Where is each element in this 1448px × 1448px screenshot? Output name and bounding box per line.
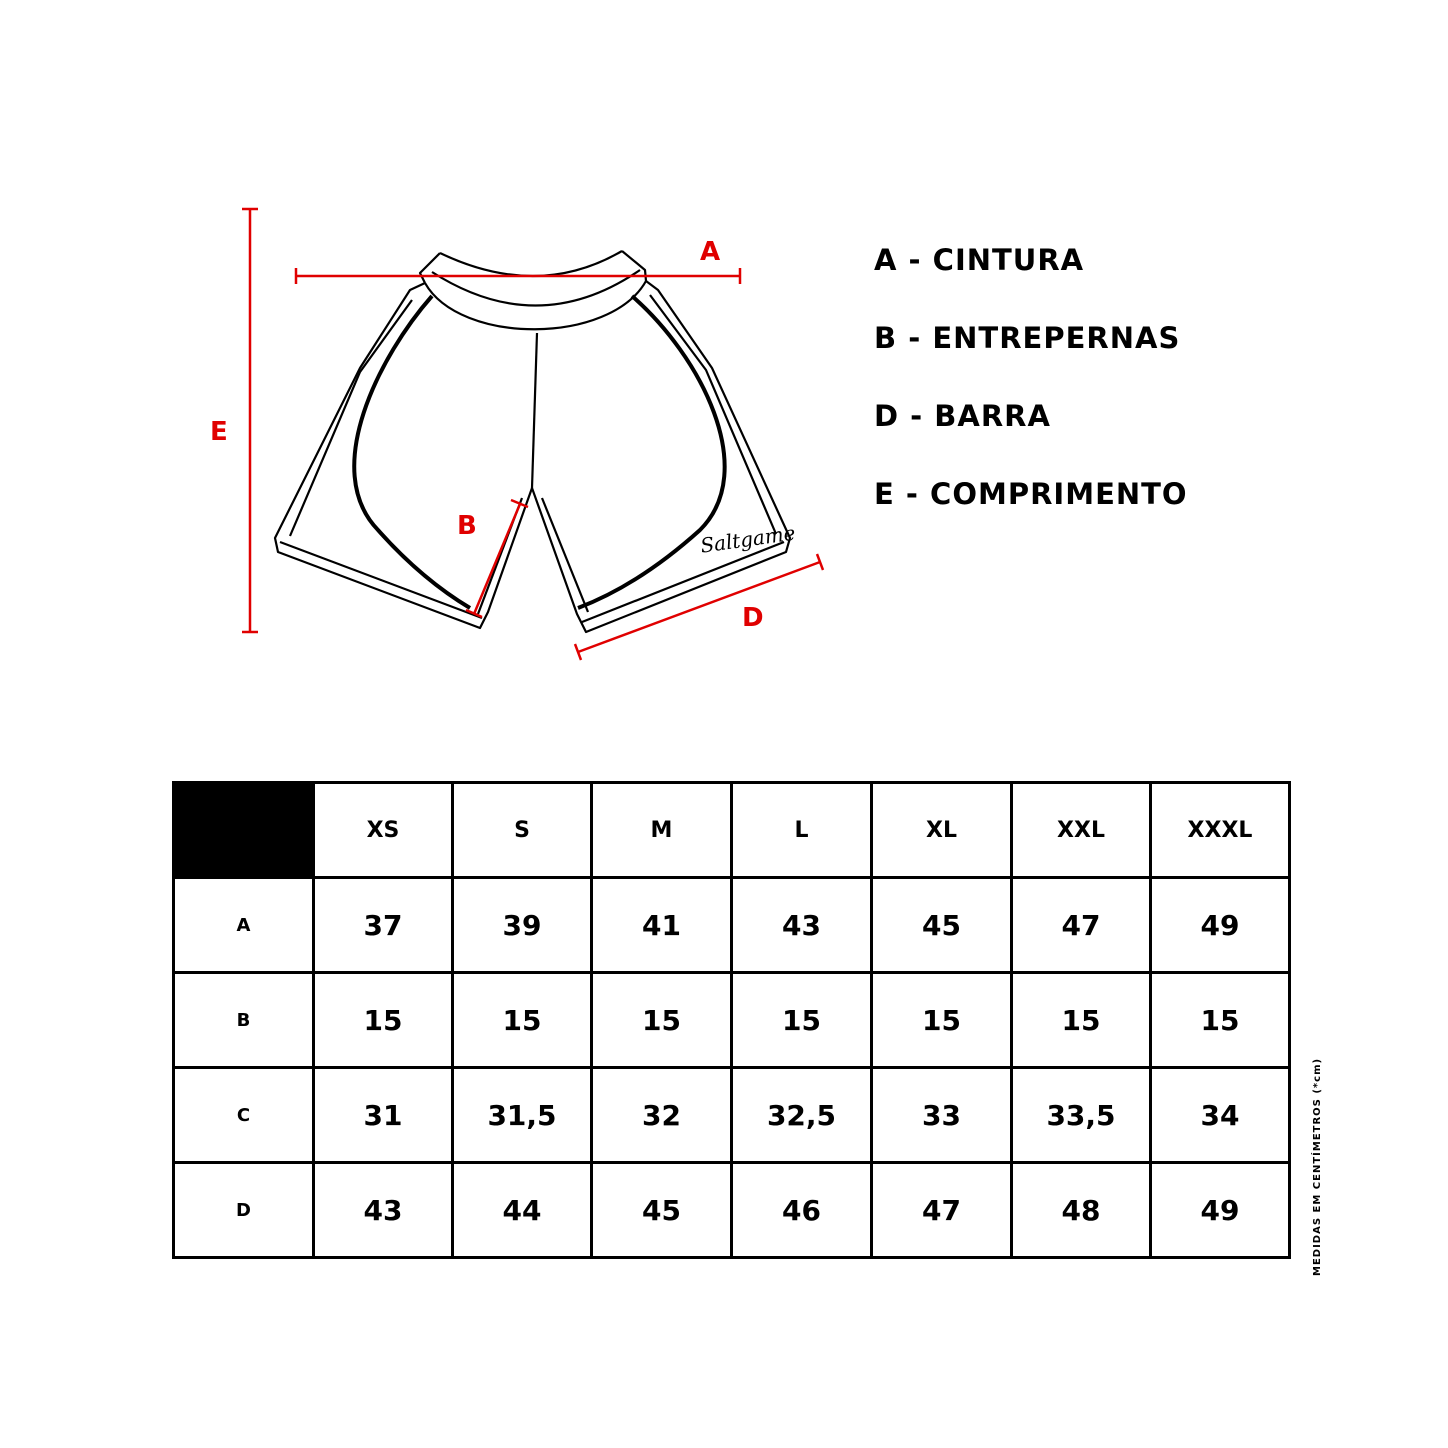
shorts-right-inner-hem [542, 498, 588, 612]
table-cell: 33,5 [1012, 1068, 1151, 1163]
size-header-xl: XL [872, 783, 1012, 878]
legend-item-e: E - COMPRIMENTO [874, 477, 1188, 511]
shorts-illustration [275, 251, 790, 632]
table-cell: 15 [872, 973, 1012, 1068]
measure-label-d: D [742, 603, 764, 633]
table-cell: 39 [453, 878, 592, 973]
size-header-s: S [453, 783, 592, 878]
table-cell: 46 [732, 1163, 872, 1258]
size-header-xxxl: XXXL [1151, 783, 1290, 878]
table-cell: 45 [872, 878, 1012, 973]
table-cell: 47 [1012, 878, 1151, 973]
table-cell: 43 [732, 878, 872, 973]
table-row-d [174, 1163, 1290, 1258]
measure-label-e: E [210, 417, 228, 447]
shorts-waistband-top [440, 251, 622, 276]
table-cell: 47 [872, 1163, 1012, 1258]
table-cell: 45 [592, 1163, 732, 1258]
table-cell: 15 [732, 973, 872, 1068]
measure-label-a: A [700, 237, 721, 267]
legend-item-d: D - BARRA [874, 399, 1051, 433]
table-cell: 31 [314, 1068, 453, 1163]
table-cell: 49 [1151, 878, 1290, 973]
table-cell: 15 [1151, 973, 1290, 1068]
size-header-l: L [732, 783, 872, 878]
table-corner-cell [174, 783, 314, 878]
table-cell: 37 [314, 878, 453, 973]
brand-logo: Saltgame [698, 520, 797, 558]
size-header-xs: XS [314, 783, 453, 878]
shorts-center-seam [532, 333, 537, 488]
table-cell: 31,5 [453, 1068, 592, 1163]
measure-line-b [474, 504, 520, 614]
table-cell: 32 [592, 1068, 732, 1163]
row-label: B [174, 973, 314, 1068]
table-cell: 44 [453, 1163, 592, 1258]
shorts-left-side-stripe [290, 300, 412, 536]
size-header-xxl: XXL [1012, 783, 1151, 878]
table-row-a [174, 878, 1290, 973]
shorts-waistband-left-end [420, 253, 440, 283]
size-chart-table [172, 781, 1291, 1259]
shorts-left-hem-line [280, 542, 482, 618]
table-cell: 33 [872, 1068, 1012, 1163]
measurement-lines [242, 209, 823, 660]
table-cell: 15 [592, 973, 732, 1068]
shorts-left-panel-curve [354, 296, 470, 608]
units-footnote: MEDIDAS EM CENTÍMETROS (*cm) [1312, 1057, 1323, 1276]
table-row-b [174, 973, 1290, 1068]
table-cell: 15 [453, 973, 592, 1068]
table-row-c [174, 1068, 1290, 1163]
table-cell: 43 [314, 1163, 453, 1258]
row-label: A [174, 878, 314, 973]
legend-item-b: B - ENTREPERNAS [874, 321, 1181, 355]
table-cell: 48 [1012, 1163, 1151, 1258]
shorts-right-leg-outline [532, 281, 790, 632]
measurement-legend [874, 236, 1188, 548]
table-cell: 34 [1151, 1068, 1290, 1163]
legend-item-a: A - CINTURA [874, 243, 1085, 277]
table-cell: 15 [314, 973, 453, 1068]
shorts-right-panel-curve [578, 296, 725, 608]
size-header-row [174, 783, 1290, 878]
shorts-measurement-diagram [0, 0, 1448, 720]
table-cell: 15 [1012, 973, 1151, 1068]
size-header-m: M [592, 783, 732, 878]
table-cell: 49 [1151, 1163, 1290, 1258]
row-label: C [174, 1068, 314, 1163]
row-label: D [174, 1163, 314, 1258]
table-cell: 32,5 [732, 1068, 872, 1163]
measure-label-b: B [457, 511, 477, 541]
table-cell: 41 [592, 878, 732, 973]
